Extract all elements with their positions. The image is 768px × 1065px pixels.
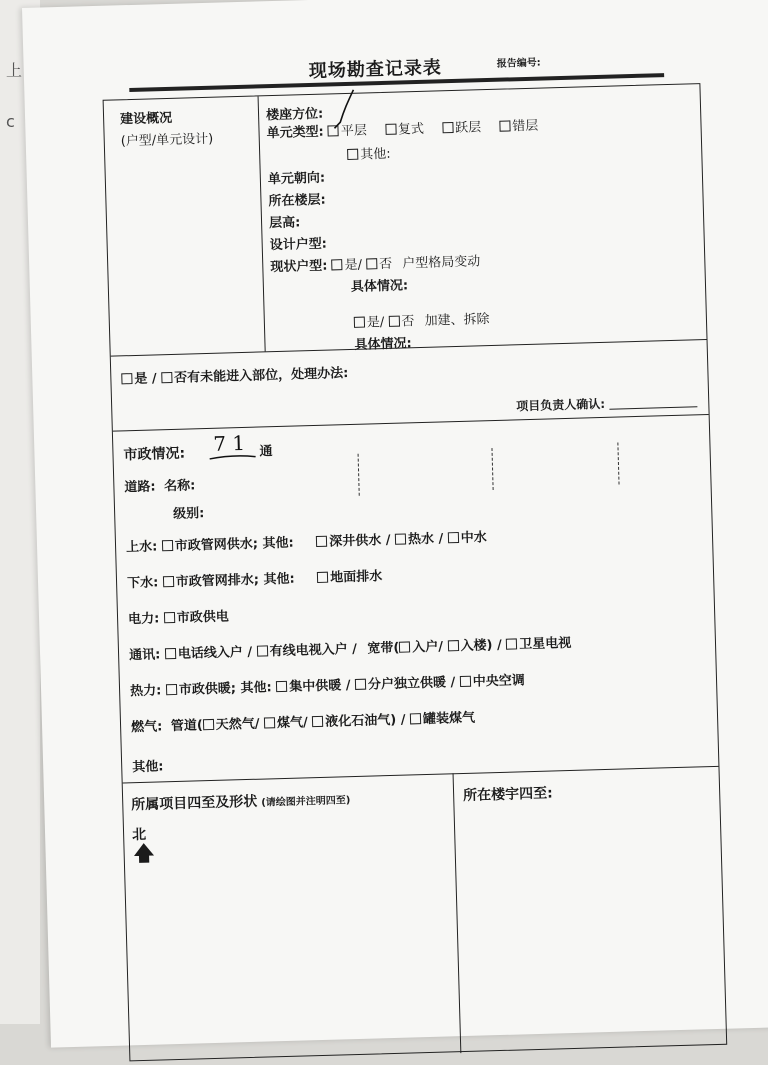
detail-label-2: 具体情况: bbox=[354, 336, 412, 353]
section-building-title: 建设概况 bbox=[119, 110, 173, 128]
sketch-area[interactable] bbox=[138, 882, 442, 1040]
divider bbox=[113, 414, 709, 432]
divider bbox=[453, 773, 462, 1053]
height-label: 层高: bbox=[268, 215, 301, 232]
municipal-title: 市政情况: bbox=[123, 445, 186, 464]
right-box-title: 所在楼宇四至: bbox=[462, 785, 553, 804]
checkbox[interactable] bbox=[166, 684, 177, 695]
addition-row: 是/ 否 加建、拆除 bbox=[354, 308, 490, 331]
telecom-row: 通讯: 电话线入户 / 有线电视入户 / 宽带( 入户/ 入楼) / 卫星电视 bbox=[128, 635, 572, 664]
checkbox[interactable] bbox=[355, 679, 366, 690]
pen-stroke-mark bbox=[313, 87, 364, 138]
checkbox[interactable] bbox=[161, 372, 172, 383]
heat-row: 热力: 市政供暖; 其他: 集中供暖 / 分户独立供暖 / 中央空调 bbox=[129, 673, 526, 700]
checkbox[interactable] bbox=[312, 716, 323, 727]
power-row: 电力: 市政供电 bbox=[127, 609, 230, 628]
detail-label-1: 具体情况: bbox=[350, 278, 409, 295]
north-arrow-icon: 🡅 bbox=[133, 840, 155, 866]
survey-sheet bbox=[22, 0, 768, 1048]
handwritten-note: 7 1 bbox=[212, 430, 246, 456]
checkbox[interactable] bbox=[331, 259, 342, 270]
checkbox[interactable] bbox=[506, 638, 517, 649]
orientation-label: 单元朝向: bbox=[267, 170, 326, 188]
checkbox[interactable] bbox=[354, 317, 365, 328]
other-label: 其他: bbox=[132, 759, 164, 776]
checkbox[interactable] bbox=[347, 149, 358, 160]
column-divider bbox=[491, 448, 493, 490]
checkbox[interactable] bbox=[121, 373, 132, 384]
water-row: 上水: 市政管网供水; 其他: 深井供水 / 热水 / 中水 bbox=[125, 530, 488, 556]
column-divider bbox=[617, 443, 619, 485]
edge-mark: c bbox=[6, 112, 15, 131]
access-row: 是 / 否有未能进入部位，处理办法: bbox=[121, 362, 348, 387]
checkbox[interactable] bbox=[448, 532, 459, 543]
north-label: 北 bbox=[131, 826, 147, 844]
current-layout-row: 现状户型: 是/ 否 户型格局变动 bbox=[270, 254, 481, 276]
gas-row: 燃气: 管道( 天然气/ 煤气/ 液化石油气) / 罐装煤气 bbox=[130, 710, 476, 736]
design-label: 设计户型: bbox=[269, 236, 328, 254]
report-number-label: 报告编号: bbox=[496, 57, 541, 70]
checkbox[interactable] bbox=[164, 612, 175, 623]
survey-form bbox=[103, 83, 728, 1061]
position-label: 楼座方位: bbox=[265, 106, 324, 124]
section-building-subtitle: (户型/单元设计) bbox=[120, 131, 214, 150]
option-split: 错层 bbox=[512, 118, 539, 135]
floor-label: 所在楼层: bbox=[268, 192, 326, 210]
divider bbox=[123, 766, 719, 784]
column-divider bbox=[358, 454, 360, 496]
unit-type-label: 单元类型: bbox=[266, 124, 324, 142]
handwritten-underline bbox=[208, 453, 258, 462]
checkbox[interactable] bbox=[499, 120, 510, 131]
divider bbox=[258, 96, 266, 351]
level-label: 级别: bbox=[172, 506, 205, 522]
unit-type-other: 其他: bbox=[347, 143, 391, 163]
edge-mark: 上 bbox=[6, 61, 23, 80]
checkbox[interactable] bbox=[163, 576, 174, 587]
checkbox[interactable] bbox=[385, 124, 396, 135]
option-flat: 平层 bbox=[340, 123, 368, 140]
checkbox[interactable] bbox=[442, 122, 453, 133]
checkbox[interactable] bbox=[256, 645, 267, 656]
signature-line[interactable] bbox=[609, 406, 697, 409]
option-loft: 跃层 bbox=[454, 120, 482, 136]
checkbox[interactable] bbox=[395, 533, 406, 544]
checkbox[interactable] bbox=[399, 641, 410, 652]
checkbox[interactable] bbox=[460, 676, 471, 687]
checkbox[interactable] bbox=[264, 717, 275, 728]
tong-label: 通 bbox=[259, 444, 273, 460]
left-box-title: 所属项目四至及形状 (请绘图并注明四至) bbox=[131, 793, 351, 814]
drain-row: 下水: 市政管网排水; 其他: 地面排水 bbox=[126, 569, 383, 592]
checkbox[interactable] bbox=[203, 719, 214, 730]
checkbox[interactable] bbox=[165, 648, 176, 659]
checkbox[interactable] bbox=[316, 536, 327, 547]
form-title: 现场勘查记录表 bbox=[308, 57, 443, 83]
option-duplex: 复式 bbox=[397, 121, 425, 138]
checkbox[interactable] bbox=[317, 572, 328, 583]
confirm-row: 项目负责人确认: bbox=[516, 392, 697, 414]
checkbox[interactable] bbox=[388, 316, 399, 327]
checkbox[interactable] bbox=[447, 640, 458, 651]
road-row: 道路: 名称: bbox=[124, 478, 196, 496]
checkbox[interactable] bbox=[366, 258, 377, 269]
checkbox[interactable] bbox=[162, 540, 173, 551]
checkbox[interactable] bbox=[410, 713, 421, 724]
checkbox[interactable] bbox=[276, 681, 287, 692]
surroundings-area[interactable] bbox=[468, 804, 704, 1030]
